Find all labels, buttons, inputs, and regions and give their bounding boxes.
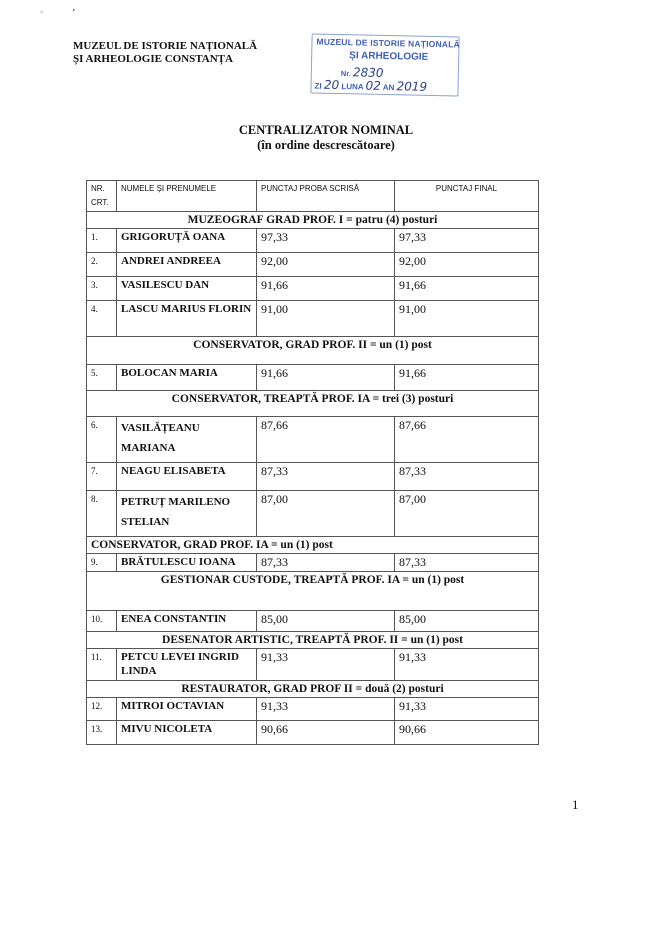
section-header xyxy=(87,391,539,417)
stamp-nr-value: 2830 xyxy=(352,65,384,80)
institution-line-2: ȘI ARHEOLOGIE CONSTANȚA xyxy=(73,53,233,65)
row-nr: 13. xyxy=(87,721,117,745)
row-nr: 11. xyxy=(87,649,117,681)
header-name: NUMELE ȘI PRENUMELE xyxy=(117,181,257,212)
row-nr: 4. xyxy=(87,301,117,337)
table-row xyxy=(87,611,539,632)
row-nr: 10. xyxy=(87,611,117,632)
section-title: CONSERVATOR, GRAD PROF. II = un (1) post xyxy=(87,337,539,365)
stamp-date-line xyxy=(314,78,427,94)
table-row xyxy=(87,554,539,572)
row-final-score: 91,33 xyxy=(395,698,539,721)
section-header xyxy=(87,632,539,649)
row-final-score: 87,66 xyxy=(395,417,539,463)
section-title: RESTAURATOR, GRAD PROF II = două (2) posturi xyxy=(87,681,539,698)
header-nr: NR. CRT. xyxy=(87,181,117,212)
row-final-score: 87,33 xyxy=(395,463,539,491)
section-title: GESTIONAR CUSTODE, TREAPTĂ PROF. IA = un (1) post xyxy=(87,572,539,611)
row-written-score: 91,33 xyxy=(257,698,395,721)
row-final-score: 85,00 xyxy=(395,611,539,632)
table-row xyxy=(87,463,539,491)
row-final-score: 97,33 xyxy=(395,229,539,253)
row-name: PETCU LEVEI INGRID LINDA xyxy=(117,649,257,681)
row-written-score: 90,66 xyxy=(257,721,395,745)
row-final-score: 91,33 xyxy=(395,649,539,681)
stamp-an-value: 2019 xyxy=(396,79,428,94)
row-nr: 3. xyxy=(87,277,117,301)
row-written-score: 91,00 xyxy=(257,301,395,337)
section-title: CONSERVATOR, GRAD PROF. IA = un (1) post xyxy=(87,537,539,554)
corner-tick-mark: ’ xyxy=(72,8,76,19)
row-name: LASCU MARIUS FLORIN xyxy=(117,301,257,337)
corner-dot-mark: ° xyxy=(40,9,44,18)
row-nr: 6. xyxy=(87,417,117,463)
row-written-score: 91,66 xyxy=(257,277,395,301)
section-header xyxy=(87,212,539,229)
row-name: ENEA CONSTANTIN xyxy=(117,611,257,632)
stamp-line-2: ȘI ARHEOLOGIE xyxy=(349,50,429,63)
stamp-zi-value: 20 xyxy=(323,77,340,93)
row-written-score: 91,33 xyxy=(257,649,395,681)
row-final-score: 87,33 xyxy=(395,554,539,572)
title-line-1: CENTRALIZATOR NOMINAL xyxy=(238,123,414,137)
results-table xyxy=(86,180,539,745)
table-row xyxy=(87,698,539,721)
row-nr: 2. xyxy=(87,253,117,277)
institution-line-1: MUZEUL DE ISTORIE NAȚIONALĂ xyxy=(73,40,258,52)
row-written-score: 87,33 xyxy=(257,463,395,491)
row-written-score: 97,33 xyxy=(257,229,395,253)
table-row xyxy=(87,301,539,337)
row-written-score: 87,66 xyxy=(257,417,395,463)
row-name: MITROI OCTAVIAN xyxy=(117,698,257,721)
row-name: BRĂTULESCU IOANA xyxy=(117,554,257,572)
row-final-score: 92,00 xyxy=(395,253,539,277)
row-name: GRIGORUȚĂ OANA xyxy=(117,229,257,253)
table-row xyxy=(87,253,539,277)
row-nr: 9. xyxy=(87,554,117,572)
row-nr: 5. xyxy=(87,365,117,391)
header-final-score: PUNCTAJ FINAL xyxy=(395,181,539,212)
stamp-luna-label: LUNA xyxy=(341,82,364,92)
section-title: MUZEOGRAF GRAD PROF. I = patru (4) posturi xyxy=(87,212,539,229)
row-name: PETRUȚ MARILENO STELIAN xyxy=(117,491,257,537)
row-final-score: 87,00 xyxy=(395,491,539,537)
row-name: VASILĂȚEANU MARIANA xyxy=(117,417,257,463)
registration-stamp xyxy=(310,33,461,98)
institution-header xyxy=(73,40,257,66)
section-header xyxy=(87,337,539,365)
stamp-line-1: MUZEUL DE ISTORIE NAȚIONALĂ xyxy=(316,36,461,50)
table-row xyxy=(87,365,539,391)
row-final-score: 91,66 xyxy=(395,365,539,391)
row-name: ANDREI ANDREEA xyxy=(117,253,257,277)
table-row xyxy=(87,491,539,537)
document-title xyxy=(0,123,656,153)
table-header-row xyxy=(87,181,539,212)
row-name: NEAGU ELISABETA xyxy=(117,463,257,491)
section-title: DESENATOR ARTISTIC, TREAPTĂ PROF. II = un (1) post xyxy=(87,632,539,649)
row-final-score: 90,66 xyxy=(395,721,539,745)
row-nr: 12. xyxy=(87,698,117,721)
row-nr: 1. xyxy=(87,229,117,253)
section-title: CONSERVATOR, TREAPTĂ PROF. IA = trei (3) posturi xyxy=(87,391,539,417)
row-name: BOLOCAN MARIA xyxy=(117,365,257,391)
section-header xyxy=(87,681,539,698)
row-name: MIVU NICOLETA xyxy=(117,721,257,745)
row-name: VASILESCU DAN xyxy=(117,277,257,301)
header-written-score: PUNCTAJ PROBA SCRISĂ xyxy=(257,181,395,212)
row-written-score: 85,00 xyxy=(257,611,395,632)
table-row xyxy=(87,417,539,463)
stamp-luna-value: 02 xyxy=(365,78,382,93)
row-written-score: 87,33 xyxy=(257,554,395,572)
table-row xyxy=(87,229,539,253)
table-row xyxy=(87,277,539,301)
stamp-nr-label: Nr. xyxy=(340,69,351,79)
row-written-score: 87,00 xyxy=(257,491,395,537)
section-header xyxy=(87,537,539,554)
row-nr: 7. xyxy=(87,463,117,491)
row-written-score: 91,66 xyxy=(257,365,395,391)
stamp-zi-label: ZI xyxy=(314,81,322,91)
row-nr: 8. xyxy=(87,491,117,537)
row-final-score: 91,66 xyxy=(395,277,539,301)
stamp-an-label: AN xyxy=(382,82,395,93)
table-row xyxy=(87,649,539,681)
table-row xyxy=(87,721,539,745)
section-header xyxy=(87,572,539,611)
row-written-score: 92,00 xyxy=(257,253,395,277)
title-line-2: (în ordine descrescătoare) xyxy=(257,138,395,152)
page-number: 1 xyxy=(572,797,579,812)
row-final-score: 91,00 xyxy=(395,301,539,337)
